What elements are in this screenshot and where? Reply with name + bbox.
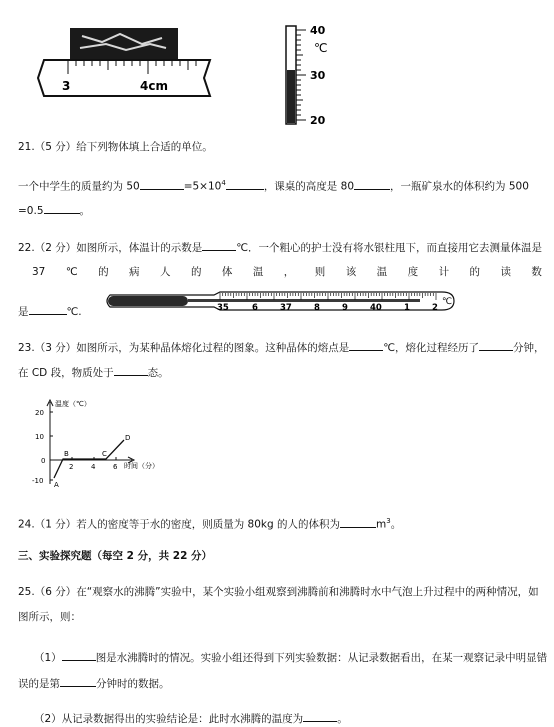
q21-text-a: 一个中学生的质量约为 50 [18, 180, 140, 193]
q22-line2 [32, 264, 542, 280]
q22-word: 的 [190, 266, 202, 278]
thermo-h-label-37: 37 [280, 303, 292, 313]
ruler-figure [32, 22, 222, 102]
q23-blank-2[interactable] [479, 338, 513, 351]
thermo-v-label-30: 30 [310, 69, 326, 82]
graph-ytick-neg10: -10 [32, 477, 44, 485]
thermo-h-label-1: 1 [404, 303, 410, 313]
q21-blank-1[interactable] [140, 177, 184, 190]
thermo-h-label-8: 8 [314, 303, 320, 313]
q25-p1-text-b: 误的是第 [18, 678, 60, 690]
graph-xtick-6: 6 [113, 463, 118, 471]
q23-line1 [18, 338, 545, 356]
q21-text-e: =0.5 [18, 205, 44, 217]
q22-line1 [18, 238, 542, 256]
q22-word: 体 [221, 266, 233, 278]
q21-blank-4[interactable] [44, 201, 80, 214]
q23-blank-1[interactable] [349, 338, 383, 351]
q25-line1: 25.（6 分）在“观察水的沸腾”实验中，某个实验小组观察到沸腾前和沸腾时水中气泡上升过程中的两种情况，如 [18, 586, 539, 598]
graph-ytick-0: 0 [41, 457, 46, 465]
thermometer-vertical-figure [280, 22, 340, 126]
q22-text-c: 是 [18, 306, 29, 318]
q23-text-b: ℃，熔化过程经历了 [383, 342, 480, 354]
q24-line [18, 513, 401, 533]
graph-xtick-4: 4 [91, 463, 96, 471]
q22-word: 计 [438, 266, 450, 278]
graph-xlabel: 时间（分） [124, 462, 159, 470]
q25-blank-3[interactable] [303, 709, 337, 722]
thermo-h-label-2: 2 [432, 303, 438, 313]
thermo-h-label-35: 35 [217, 303, 229, 313]
q22-word: ℃ [65, 266, 78, 278]
q22-word: 则 [314, 266, 326, 278]
q21-line1 [18, 175, 529, 195]
q22-word: 读 [500, 266, 511, 278]
q21-stem: 21.（5 分）给下列物体填上合适的单位。 [18, 141, 213, 153]
q23-text-e: 态。 [147, 367, 169, 379]
q21-text-c: ，课桌的高度是 80 [263, 180, 355, 193]
q25-blank-1[interactable] [62, 648, 96, 661]
q22-word: 数 [531, 266, 542, 278]
q21-blank-3[interactable] [354, 177, 390, 190]
q21-blank-2[interactable] [226, 177, 264, 190]
q25-p1-text-c: 分钟时的数据。 [96, 678, 170, 690]
q22-word: 度 [407, 266, 419, 278]
q22-blank-1[interactable] [202, 238, 236, 251]
q24-text-c: 。 [390, 518, 402, 531]
q22-text-b: ℃．一个粗心的护士没有将水银柱甩下，而直接用它去测量体温是 [236, 242, 543, 254]
thermo-h-label-40: 40 [370, 303, 382, 313]
q22-word: 该 [345, 266, 357, 278]
q22-line3 [18, 302, 82, 320]
graph-point-d: D [125, 434, 131, 442]
thermo-h-label-6: 6 [252, 303, 258, 313]
graph-point-b: B [64, 450, 69, 458]
section-3-title: 三、实验探究题（每空 2 分，共 22 分） [18, 550, 213, 562]
thermo-v-label-40: 40 [310, 24, 326, 37]
q22-word: 病 [129, 266, 140, 278]
graph-ytick-20: 20 [35, 409, 44, 417]
q25-blank-2[interactable] [60, 674, 96, 687]
q22-text-d: ℃. [66, 306, 82, 318]
q23-text-c: 分钟， [513, 342, 545, 354]
q23-text-a: 23.（3 分）如图所示，为某种晶体熔化过程的图象。这种晶体的熔点是 [18, 342, 350, 354]
q25-p1-label: （1） [34, 652, 62, 664]
q22-word: 温 [376, 266, 388, 278]
thermometer-horizontal-figure [104, 288, 456, 316]
ruler-tick-4cm: 4cm [140, 79, 168, 93]
q21-text-f: 。 [79, 205, 90, 217]
q24-text-a: 24.（1 分）若人的密度等于水的密度，则质量为 80kg 的人的体积为 [18, 518, 340, 531]
q21-text-d: ，一瓶矿泉水的体积约为 500 [390, 180, 529, 193]
q24-sup: 3 [386, 517, 391, 525]
q24-text-b: m [376, 518, 387, 531]
thermo-h-label-9: 9 [342, 303, 348, 313]
q23-blank-3[interactable] [114, 363, 148, 376]
q25-part1-line2 [18, 674, 170, 692]
q23-line2 [18, 363, 169, 381]
q25-p2-text: （2）从记录数据得出的实验结论是：此时水沸腾的温度为 [34, 713, 304, 725]
q25-p2-end: 。 [337, 713, 348, 725]
graph-ytick-10: 10 [35, 433, 44, 441]
thermo-h-unit: ℃ [442, 297, 453, 307]
thermo-v-label-20: 20 [310, 114, 326, 126]
ruler-tick-3: 3 [62, 79, 71, 93]
q24-blank-1[interactable] [340, 515, 376, 528]
graph-xtick-2: 2 [69, 463, 74, 471]
melting-curve [54, 440, 124, 478]
q25-p1-text: 图是水沸腾时的情况。实验小组还得到下列实验数据：从记录数据看出，在某一观察记录中明显错 [95, 652, 548, 664]
q21-sup: 4 [221, 179, 226, 187]
melting-graph [28, 396, 178, 488]
q22-blank-2[interactable] [29, 302, 67, 315]
q22-word: 的 [469, 266, 481, 278]
graph-point-c: C [102, 450, 107, 458]
q25-line2: 图所示，则： [18, 611, 81, 623]
q25-part1 [34, 648, 547, 666]
graph-point-a: A [54, 481, 59, 488]
thermo-v-unit: ℃ [314, 41, 328, 55]
q22-word: 37 [32, 266, 46, 278]
graph-ylabel: 温度（℃） [55, 400, 91, 408]
q23-text-d: 在 CD 段，物质处于 [18, 367, 114, 379]
q22-word: 人 [159, 266, 171, 278]
q21-text-b: =5×10 [183, 180, 222, 193]
q22-word: ， [283, 266, 295, 278]
q22-word: 温 [252, 266, 264, 278]
q22-text-a: 22.（2 分）如图所示，体温计的示数是 [18, 242, 203, 254]
q21-line2 [18, 201, 90, 219]
q22-word: 的 [98, 266, 109, 278]
q25-part2 [34, 709, 348, 727]
